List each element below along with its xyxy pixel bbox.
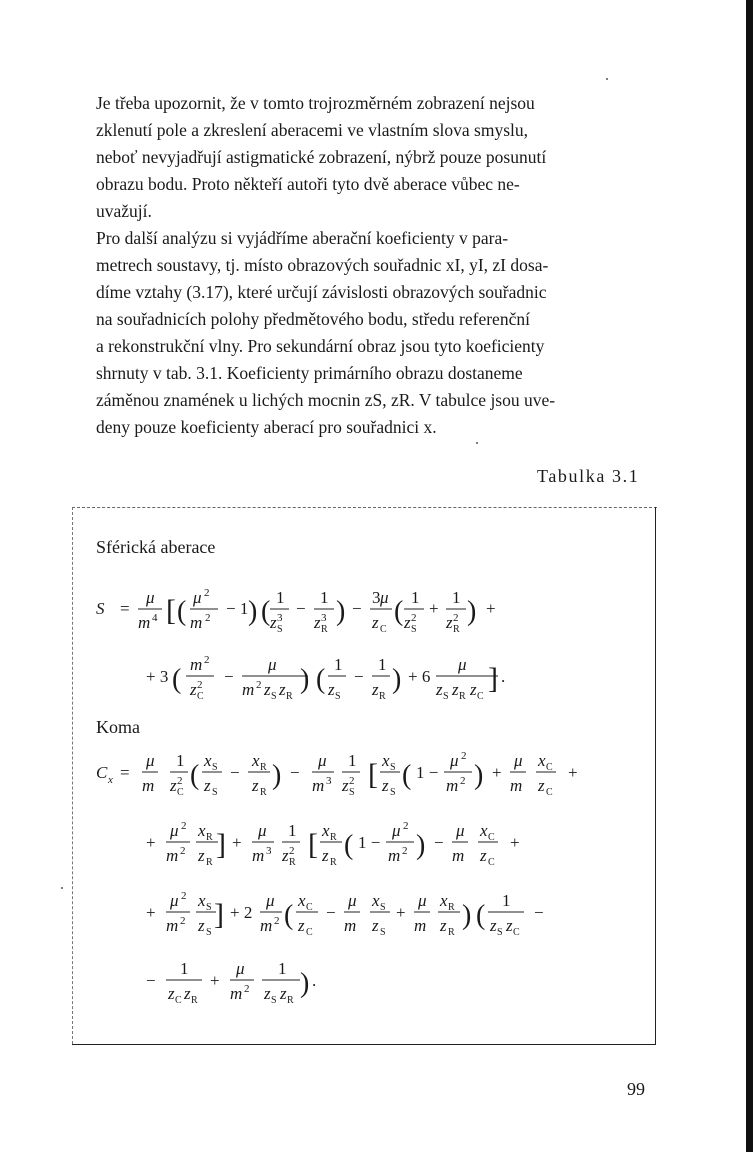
svg-text:+ 3: + 3 [146,667,169,686]
svg-text:z: z [279,680,286,699]
svg-text:]: ] [214,898,224,931]
svg-text:R: R [321,624,328,635]
svg-text:(: ( [177,596,187,627]
svg-text:): ) [462,900,472,931]
svg-text:m: m [388,846,401,865]
svg-text:+: + [568,763,578,782]
svg-text:m: m [452,846,465,865]
svg-text:x: x [298,891,306,910]
svg-text:z: z [490,916,497,935]
svg-text:μ: μ [146,588,155,607]
svg-text:1: 1 [180,959,189,978]
svg-text:z: z [506,916,513,935]
svg-text:μ: μ [146,751,155,770]
svg-text:x: x [440,891,448,910]
svg-text:m: m [510,776,523,795]
svg-text:m: m [446,776,459,795]
svg-text:C: C [380,624,387,635]
svg-text:(: ( [316,664,326,695]
section-spherical-label: Sférická aberace [96,537,216,557]
svg-text:−: − [326,903,336,922]
svg-text:C: C [546,787,553,798]
svg-text:m: m [166,916,179,935]
svg-text:μ: μ [266,891,275,910]
svg-text:z: z [480,846,487,865]
svg-text:1 −: 1 − [416,763,439,782]
svg-text:2: 2 [181,890,187,902]
svg-text:x: x [382,751,390,770]
svg-text:C: C [177,787,184,798]
svg-text:]: ] [216,828,226,861]
svg-text:2: 2 [244,983,250,995]
svg-text:): ) [300,664,310,695]
svg-text:2: 2 [349,775,355,787]
svg-text:m: m [190,655,203,674]
svg-text:R: R [260,787,267,798]
p2-line-5: a rekonstrukční vlny. Pro sekundární obraz jsou tyto koeficienty [96,336,545,356]
p2-line-8: deny pouze koeficienty aberací pro souřadnici x. [96,417,437,437]
p2-line-6: shrnuty v tab. 3.1. Koeficienty primárního obrazu dostaneme [96,363,523,383]
svg-text:z: z [446,613,453,632]
svg-text:S: S [271,995,277,1006]
svg-text:[: [ [166,594,176,627]
svg-text:=: = [120,599,130,618]
svg-text:x: x [480,821,488,840]
svg-text:): ) [272,760,282,791]
svg-text:z: z [382,776,389,795]
svg-text:4: 4 [152,612,158,624]
svg-text:μ: μ [268,655,277,674]
svg-text:R: R [289,857,296,868]
svg-text:.: . [501,667,506,686]
svg-text:): ) [300,968,310,999]
svg-text:]: ] [488,662,498,695]
svg-text:z: z [168,984,175,1003]
svg-text:2: 2 [461,750,467,762]
svg-text:[: [ [368,758,378,791]
svg-text:(: ( [190,760,200,791]
paragraph-2 [96,225,656,441]
svg-text:z: z [282,846,289,865]
svg-text:z: z [298,916,305,935]
svg-text:): ) [248,596,258,627]
svg-text:1: 1 [452,588,461,607]
svg-text:z: z [328,680,335,699]
page-number: 99 [627,1079,645,1099]
svg-text:m: m [138,613,151,632]
symbol-s: S [96,599,105,618]
svg-text:x: x [322,821,330,840]
svg-text:z: z [314,613,321,632]
paragraph-1 [96,90,656,225]
svg-text:2: 2 [181,820,187,832]
svg-text:R: R [379,691,386,702]
svg-text:S: S [206,902,212,913]
p2-line-3: díme vztahy (3.17), které určují závislosti obrazových souřadnic [96,282,547,302]
svg-text:S: S [380,902,386,913]
svg-text:m: m [414,916,427,935]
formula-coma-line1 [96,750,578,798]
formula-coma-line4 [146,959,316,1006]
formula-spherical-line1 [96,587,496,635]
svg-text:2: 2 [177,775,183,787]
svg-text:S: S [206,927,212,938]
svg-text:C: C [546,762,553,773]
svg-text:1: 1 [348,751,357,770]
svg-text:2: 2 [411,612,417,624]
svg-text:z: z [198,916,205,935]
svg-text:μ: μ [236,959,245,978]
svg-text:−: − [230,763,240,782]
svg-text:R: R [330,857,337,868]
svg-text:− 1: − 1 [226,599,249,618]
svg-text:m: m [252,846,265,865]
svg-text:+: + [210,971,220,990]
svg-text:z: z [538,776,545,795]
svg-text:): ) [336,596,346,627]
svg-text:S: S [390,787,396,798]
svg-text:x: x [108,774,113,786]
svg-text:x: x [198,891,206,910]
svg-text:−: − [352,599,362,618]
svg-text:(: ( [476,900,486,931]
svg-text:2: 2 [453,612,459,624]
svg-text:z: z [264,984,271,1003]
svg-text:C: C [197,691,204,702]
svg-text:μ: μ [170,891,179,910]
svg-text:z: z [170,776,177,795]
p1-line-1: Je třeba upozornit, že v tomto trojrozměrném zobrazení nejsou [96,93,535,113]
svg-text:3: 3 [321,612,327,624]
svg-text:z: z [436,680,443,699]
page-edge-shadow [746,0,753,1152]
svg-text:μ: μ [450,751,459,770]
print-speck [61,887,63,889]
svg-text:μ: μ [348,891,357,910]
svg-text:z: z [204,776,211,795]
print-speck [606,78,608,80]
p1-line-4: obrazu bodu. Proto někteří autoři tyto dvě aberace vůbec ne- [96,174,520,194]
svg-text:2: 2 [274,915,280,927]
formula-block [86,578,646,1018]
p1-line-2: zklenutí pole a zkreslení aberacemi ve vlastním slova smyslu, [96,120,529,140]
svg-text:z: z [372,613,379,632]
svg-text:): ) [467,596,477,627]
svg-text:S: S [335,691,341,702]
svg-text:C: C [488,832,495,843]
svg-text:z: z [372,680,379,699]
svg-text:+: + [492,763,502,782]
svg-text:μ: μ [392,821,401,840]
svg-text:+: + [232,833,242,852]
svg-text:1 −: 1 − [358,833,381,852]
svg-text:S: S [271,691,277,702]
svg-text:C: C [175,995,182,1006]
svg-text:=: = [120,763,130,782]
svg-text:): ) [392,664,402,695]
svg-text:R: R [448,902,455,913]
svg-text:μ: μ [514,751,523,770]
svg-text:2: 2 [402,845,408,857]
svg-text:z: z [342,776,349,795]
svg-text:z: z [184,984,191,1003]
svg-text:R: R [206,832,213,843]
p1-line-3: neboť nevyjadřují astigmatické zobrazení, nýbrž pouze posunutí [96,147,547,167]
svg-text:z: z [452,680,459,699]
svg-text:3: 3 [277,612,283,624]
svg-text:R: R [330,832,337,843]
svg-text:−: − [224,667,234,686]
svg-text:2: 2 [204,587,210,599]
svg-text:C: C [488,857,495,868]
svg-text:−: − [434,833,444,852]
svg-text:[: [ [308,828,318,861]
svg-text:R: R [448,927,455,938]
svg-text:+ 6: + 6 [408,667,431,686]
svg-text:x: x [538,751,546,770]
svg-text:R: R [206,857,213,868]
p2-line-4: na souřadnicích polohy předmětového bodu, středu referenční [96,309,530,329]
svg-text:μ: μ [456,821,465,840]
print-speck [476,442,478,444]
svg-text:μ: μ [418,891,427,910]
svg-text:R: R [453,624,460,635]
p1-line-5: uvažují. [96,201,152,221]
svg-text:3: 3 [266,845,272,857]
svg-text:x: x [372,891,380,910]
svg-text:1: 1 [276,588,285,607]
svg-text:+: + [146,903,156,922]
svg-text:μ: μ [170,821,179,840]
svg-text:−: − [146,971,156,990]
svg-text:3: 3 [326,775,332,787]
svg-text:+ 2: + 2 [230,903,253,922]
svg-text:2: 2 [180,845,186,857]
svg-text:2: 2 [205,612,211,624]
svg-text:R: R [286,691,293,702]
svg-text:μ: μ [318,751,327,770]
svg-text:1: 1 [334,655,343,674]
svg-text:(: ( [402,760,412,791]
svg-text:2: 2 [256,679,262,691]
svg-text:.: . [312,971,317,990]
svg-text:z: z [264,680,271,699]
svg-text:m: m [344,916,357,935]
svg-text:R: R [260,762,267,773]
svg-text:(: ( [261,596,271,627]
svg-text:z: z [322,846,329,865]
svg-text:μ: μ [380,588,389,607]
svg-text:R: R [191,995,198,1006]
svg-text:S: S [212,762,218,773]
svg-text:2: 2 [403,820,409,832]
svg-text:S: S [411,624,417,635]
svg-text:S: S [380,927,386,938]
svg-text:+: + [146,833,156,852]
svg-text:m: m [230,984,243,1003]
svg-text:1: 1 [378,655,387,674]
svg-text:1: 1 [176,751,185,770]
svg-text:(: ( [344,830,354,861]
svg-text:z: z [198,846,205,865]
svg-text:2: 2 [460,775,466,787]
svg-text:+: + [429,599,439,618]
svg-text:−: − [534,903,544,922]
svg-text:1: 1 [278,959,287,978]
symbol-cx: C [96,763,108,782]
svg-text:m: m [190,613,203,632]
svg-text:+: + [486,599,496,618]
svg-text:x: x [252,751,260,770]
svg-text:z: z [252,776,259,795]
svg-text:μ: μ [258,821,267,840]
svg-text:z: z [440,916,447,935]
svg-text:z: z [190,680,197,699]
svg-text:2: 2 [197,679,203,691]
svg-text:μ: μ [193,588,202,607]
svg-text:R: R [459,691,466,702]
svg-text:(: ( [394,596,404,627]
svg-text:z: z [280,984,287,1003]
svg-text:1: 1 [411,588,420,607]
svg-text:−: − [290,763,300,782]
svg-text:z: z [372,916,379,935]
svg-text:C: C [477,691,484,702]
svg-text:C: C [306,927,313,938]
svg-text:1: 1 [288,821,297,840]
svg-text:(: ( [172,664,182,695]
svg-text:S: S [497,927,503,938]
formula-coma-line3 [146,890,544,938]
svg-text:S: S [443,691,449,702]
svg-text:S: S [390,762,396,773]
svg-text:z: z [270,613,277,632]
svg-text:x: x [198,821,206,840]
svg-text:μ: μ [458,655,467,674]
svg-text:2: 2 [289,845,295,857]
formula-coma-line2 [146,820,520,868]
svg-text:+: + [396,903,406,922]
svg-text:R: R [287,995,294,1006]
svg-text:m: m [142,776,155,795]
svg-text:m: m [260,916,273,935]
svg-text:(: ( [284,900,294,931]
svg-text:S: S [212,787,218,798]
svg-text:m: m [242,680,255,699]
svg-text:): ) [416,830,426,861]
p2-line-2: metrech soustavy, tj. místo obrazových souřadnic xI, yI, zI dosa- [96,255,549,275]
svg-text:m: m [312,776,325,795]
svg-text:C: C [306,902,313,913]
svg-text:x: x [204,751,212,770]
svg-text:m: m [166,846,179,865]
svg-text:1: 1 [502,891,511,910]
svg-text:−: − [296,599,306,618]
svg-text:+: + [510,833,520,852]
p2-line-1: Pro další analýzu si vyjádříme aberační koeficienty v para- [96,228,509,248]
formula-spherical-line2 [146,654,505,702]
p2-line-7: záměnou znamének u lichých mocnin zS, zR. V tabulce jsou uve- [96,390,556,410]
svg-text:z: z [404,613,411,632]
svg-text:C: C [513,927,520,938]
svg-text:3: 3 [372,588,381,607]
table-caption: Tabulka 3.1 [537,466,640,486]
svg-text:−: − [354,667,364,686]
section-coma-label: Koma [96,717,140,737]
svg-text:S: S [349,787,355,798]
svg-text:): ) [474,760,484,791]
svg-text:2: 2 [180,915,186,927]
svg-text:S: S [277,624,283,635]
svg-text:z: z [470,680,477,699]
svg-text:2: 2 [204,654,210,666]
svg-text:1: 1 [320,588,329,607]
